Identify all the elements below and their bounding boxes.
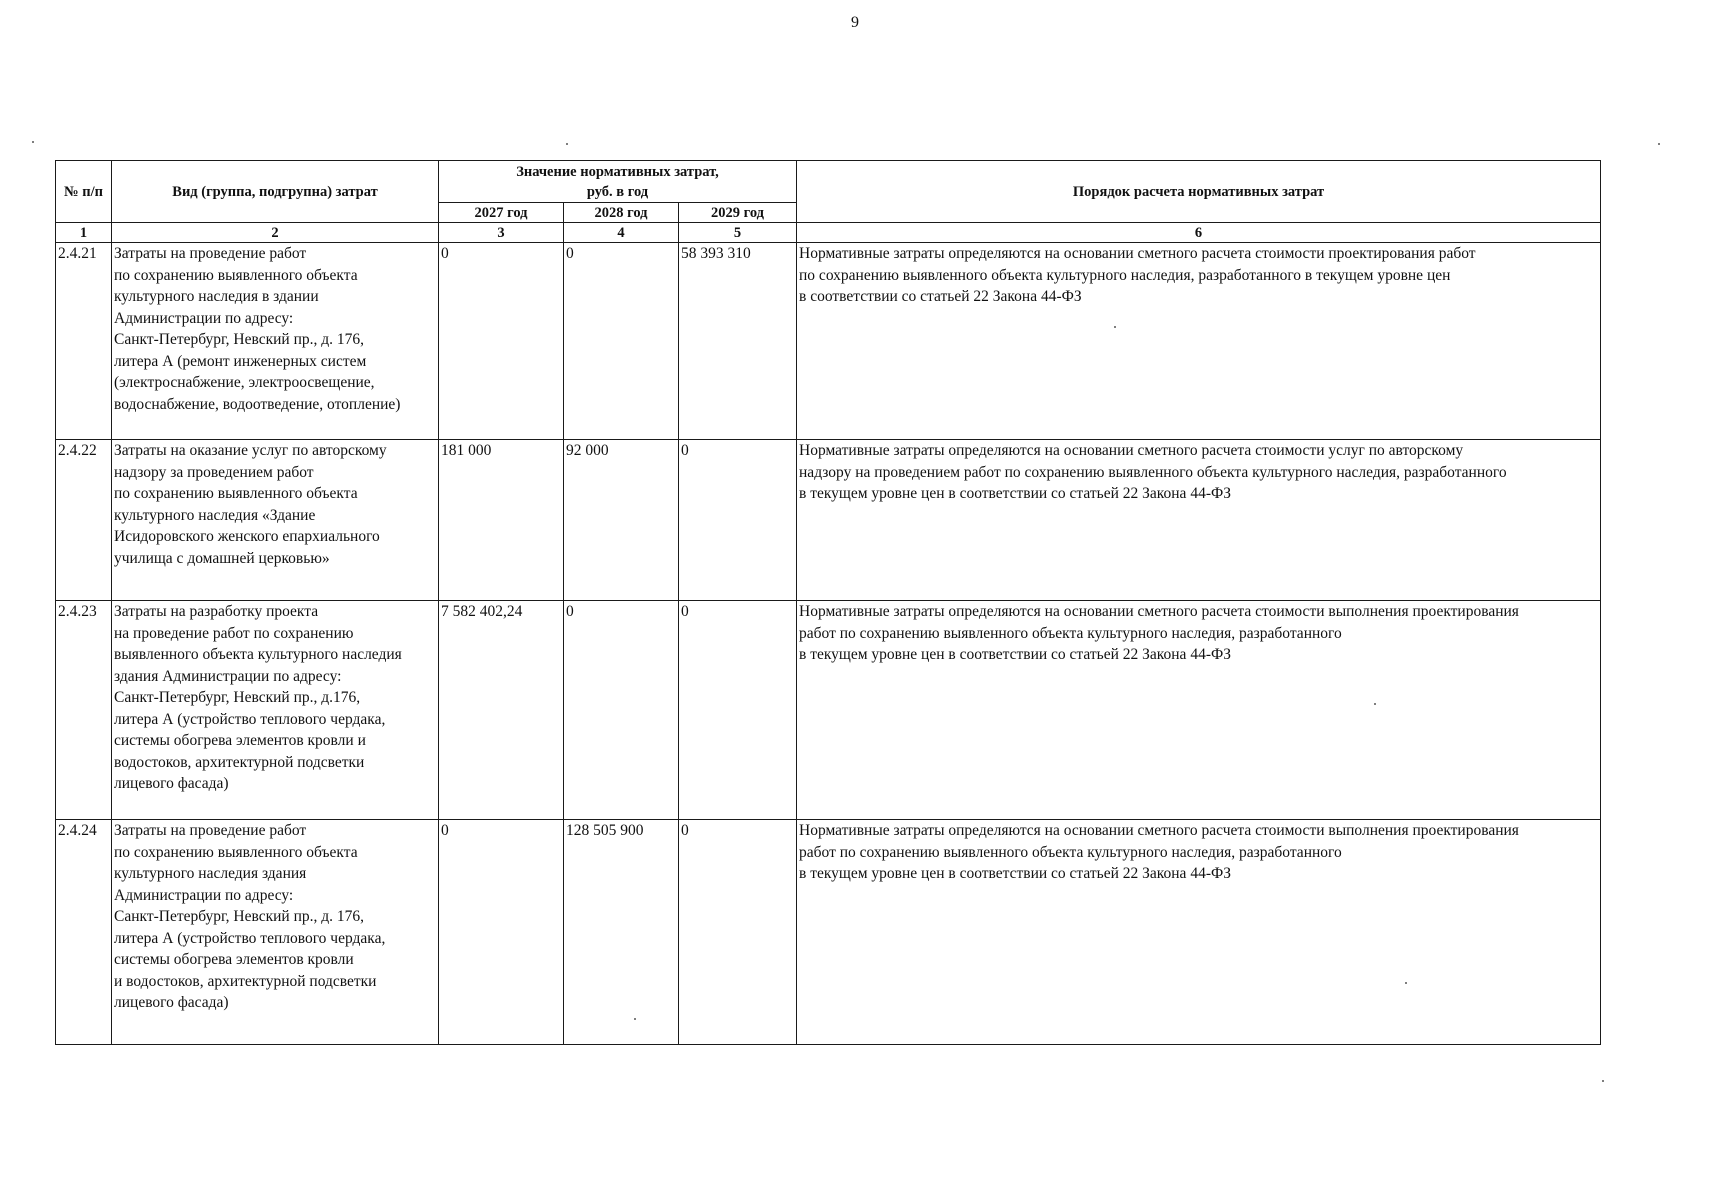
value-2027-cell: 181 000 [439,440,564,601]
header-cost-type: Вид (группа, подгрупна) затрат [112,161,439,223]
column-index: 1 [56,223,112,243]
header-values-group: Значение нормативных затрат, руб. в год [439,161,797,203]
cost-type-cell: Затраты на разработку проекта на проведение работ по сохранению выявленного объекта культурного наследия здания Администрации по адресу: Санкт-Петербург, Невский пр., д.176, литера А (устройство теплового чердака, системы обогрева элементов кровли и водостоков, архитектурной подсветки лицевого фасада) [112,601,439,820]
column-index: 4 [564,223,679,243]
value-2028-cell: 92 000 [564,440,679,601]
calc-order-cell: Нормативные затраты определяются на основании сметного расчета стоимости выполнения проектирования работ по сохранению выявленного объекта культурного наследия, разработанного в текущем уровне цен в соответствии со статьей 22 Закона 44-ФЗ [797,820,1601,1045]
calc-order-cell: Нормативные затраты определяются на основании сметного расчета стоимости услуг по авторскому надзору на проведением работ по сохранению выявленного объекта культурного наследия, разработанного в текущем уровне цен в соответствии со статьей 22 Закона 44-ФЗ [797,440,1601,601]
header-row [56,161,1601,203]
value-2028-cell: 0 [564,243,679,440]
value-2027-cell: 7 582 402,24 [439,601,564,820]
table-row [56,601,1601,820]
cost-type-cell: Затраты на оказание услуг по авторскому надзору за проведением работ по сохранению выявленного объекта культурного наследия «Здание Исидоровского женского епархиального училища с домашней церковью» [112,440,439,601]
value-2029-cell: 0 [679,601,797,820]
header-calc-order: Порядок расчета нормативных затрат [797,161,1601,223]
row-number: 2.4.21 [56,243,112,440]
table-row [56,440,1601,601]
row-number: 2.4.22 [56,440,112,601]
column-index: 2 [112,223,439,243]
column-index-row [56,223,1601,243]
scan-speck [1658,143,1660,145]
value-2029-cell: 0 [679,440,797,601]
value-2028-cell: 128 505 900 [564,820,679,1045]
column-index: 6 [797,223,1601,243]
value-2029-cell: 58 393 310 [679,243,797,440]
value-2027-cell: 0 [439,243,564,440]
table-row [56,820,1601,1045]
calc-order-cell: Нормативные затраты определяются на основании сметного расчета стоимости проектирования работ по сохранению выявленного объекта культурного наследия, разработанного в текущем уровне цен в соответствии со статьей 22 Закона 44-ФЗ [797,243,1601,440]
header-year-2027: 2027 год [439,203,564,223]
scan-speck [566,143,568,145]
column-index: 3 [439,223,564,243]
header-year-2028: 2028 год [564,203,679,223]
row-number: 2.4.23 [56,601,112,820]
header-num: № п/п [56,161,112,223]
value-2027-cell: 0 [439,820,564,1045]
scan-speck [1602,1080,1604,1082]
value-2029-cell: 0 [679,820,797,1045]
column-index: 5 [679,223,797,243]
normative-costs-table [55,160,1601,1045]
page-number: 9 [851,14,859,31]
scan-speck [32,141,34,143]
table-row [56,243,1601,440]
cost-type-cell: Затраты на проведение работ по сохранению выявленного объекта культурного наследия здания Администрации по адресу: Санкт-Петербург, Невский пр., д. 176, литера А (устройство теплового чердака, системы обогрева элементов кровли и водостоков, архитектурной подсветки лицевого фасада) [112,820,439,1045]
row-number: 2.4.24 [56,820,112,1045]
calc-order-cell: Нормативные затраты определяются на основании сметного расчета стоимости выполнения проектирования работ по сохранению выявленного объекта культурного наследия, разработанного в текущем уровне цен в соответствии со статьей 22 Закона 44-ФЗ [797,601,1601,820]
cost-type-cell: Затраты на проведение работ по сохранению выявленного объекта культурного наследия в здании Администрации по адресу: Санкт-Петербург, Невский пр., д. 176, литера А (ремонт инженерных систем (электроснабжение, электроосвещение, водоснабжение, водоотведение, отопление) [112,243,439,440]
header-year-2029: 2029 год [679,203,797,223]
value-2028-cell: 0 [564,601,679,820]
